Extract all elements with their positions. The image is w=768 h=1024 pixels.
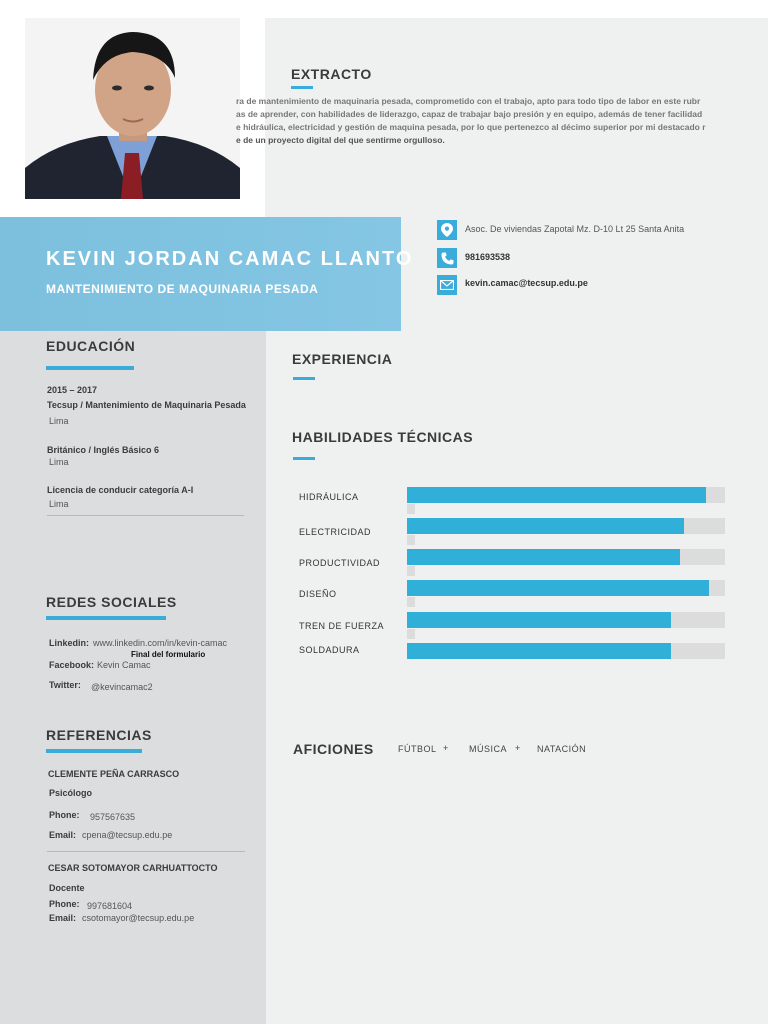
skill-label: HIDRÁULICA [299, 492, 359, 502]
education-title: EDUCACIÓN [46, 338, 136, 354]
hobby-item: FÚTBOL [398, 744, 437, 754]
reference-email[interactable]: cpena@tecsup.edu.pe [82, 830, 173, 840]
skills-underline [293, 457, 315, 460]
job-title: MANTENIMIENTO DE MAQUINARIA PESADA [46, 282, 319, 296]
profile-photo [25, 18, 240, 199]
references-title: REFERENCIAS [46, 727, 152, 743]
reference-email-label: Email: [49, 913, 77, 923]
skill-bar-stub [407, 566, 415, 576]
references-underline [46, 749, 142, 753]
facebook-label: Facebook: [49, 660, 95, 670]
education-item-title: Licencia de conducir categoría A-I [47, 485, 194, 495]
skills-title: HABILIDADES TÉCNICAS [292, 429, 474, 445]
hobby-separator: + [515, 743, 521, 753]
reference-job: Docente [49, 883, 85, 893]
reference-email[interactable]: csotomayor@tecsup.edu.pe [82, 913, 195, 923]
skill-label: TREN DE FUERZA [299, 621, 385, 631]
hobbies-title: AFICIONES [293, 741, 374, 757]
extract-line: e hidráulica, electricidad y gestión de maquina pesada, por lo que pertenezco al décimo superior por mi destacado r [236, 122, 706, 132]
extract-line: ra de mantenimiento de maquinaria pesada, comprometido con el trabajo, apto para todo tipo de labor en este rubr [236, 96, 701, 106]
reference-name: CLEMENTE PEÑA CARRASCO [48, 769, 180, 779]
skill-bar-stub [407, 629, 415, 639]
form-end-label: Final del formulario [131, 650, 206, 659]
reference-phone-label: Phone: [49, 899, 80, 909]
education-years: 2015 – 2017 [47, 385, 98, 395]
phone-icon [437, 248, 457, 268]
extract-line: as de aprender, con habilidades de liderazgo, capaz de trabajar bajo presión y en equipo, además de tener facilidad [236, 109, 703, 119]
reference-phone: 957567635 [90, 812, 136, 822]
education-item-title: Británico / Inglés Básico 6 [47, 445, 160, 455]
skill-bar-fill [407, 580, 709, 596]
contact-address: Asoc. De viviendas Zapotal Mz. D-10 Lt 25 Santa Anita [465, 224, 685, 234]
twitter-label: Twitter: [49, 680, 81, 690]
reference-job: Psicólogo [49, 788, 93, 798]
reference-phone: 997681604 [87, 901, 133, 911]
extract-title: EXTRACTO [291, 66, 372, 82]
education-item-title: Tecsup / Mantenimiento de Maquinaria Pesada [47, 400, 246, 410]
hobby-item: MÚSICA [469, 744, 508, 754]
hobby-separator: + [443, 743, 449, 753]
skill-bar-stub [407, 504, 415, 514]
skill-label: DISEÑO [299, 589, 337, 599]
skill-bar-stub [407, 597, 415, 607]
education-item-place: Lima [49, 416, 69, 426]
contact-phone: 981693538 [465, 252, 511, 262]
skill-label: ELECTRICIDAD [299, 527, 372, 537]
skill-bar-fill [407, 643, 671, 659]
social-title: REDES SOCIALES [46, 594, 177, 610]
reference-phone-label: Phone: [49, 810, 80, 820]
envelope-icon [437, 275, 457, 295]
twitter-link[interactable]: @kevincamac2 [91, 682, 153, 692]
experience-underline [293, 377, 315, 380]
reference-email-label: Email: [49, 830, 77, 840]
education-underline [46, 366, 134, 370]
skill-label: PRODUCTIVIDAD [299, 558, 381, 568]
linkedin-link[interactable]: www.linkedin.com/in/kevin-camac [93, 638, 228, 648]
skill-label: SOLDADURA [299, 645, 360, 655]
skill-bar-fill [407, 518, 684, 534]
education-item-place: Lima [49, 499, 69, 509]
skill-bar-stub [407, 535, 415, 545]
location-pin-icon [437, 220, 457, 240]
experience-title: EXPERIENCIA [292, 351, 393, 367]
name-banner [0, 217, 401, 331]
linkedin-label: Linkedin: [49, 638, 89, 648]
education-divider [47, 515, 244, 516]
skill-bar-fill [407, 487, 706, 503]
contact-email[interactable]: kevin.camac@tecsup.edu.pe [465, 278, 588, 288]
social-underline [46, 616, 166, 620]
facebook-link[interactable]: Kevin Camac [97, 660, 151, 670]
hobby-item: NATACIÓN [537, 744, 587, 754]
skill-bar-fill [407, 612, 671, 628]
skill-bar-fill [407, 549, 680, 565]
full-name: KEVIN JORDAN CAMAC LLANTO [46, 248, 414, 270]
extract-line: e de un proyecto digital del que sentirme orgulloso. [236, 135, 445, 145]
extract-underline [291, 86, 313, 89]
reference-name: CESAR SOTOMAYOR CARHUATTOCTO [48, 863, 218, 873]
education-item-place: Lima [49, 457, 69, 467]
reference-divider [47, 851, 245, 852]
